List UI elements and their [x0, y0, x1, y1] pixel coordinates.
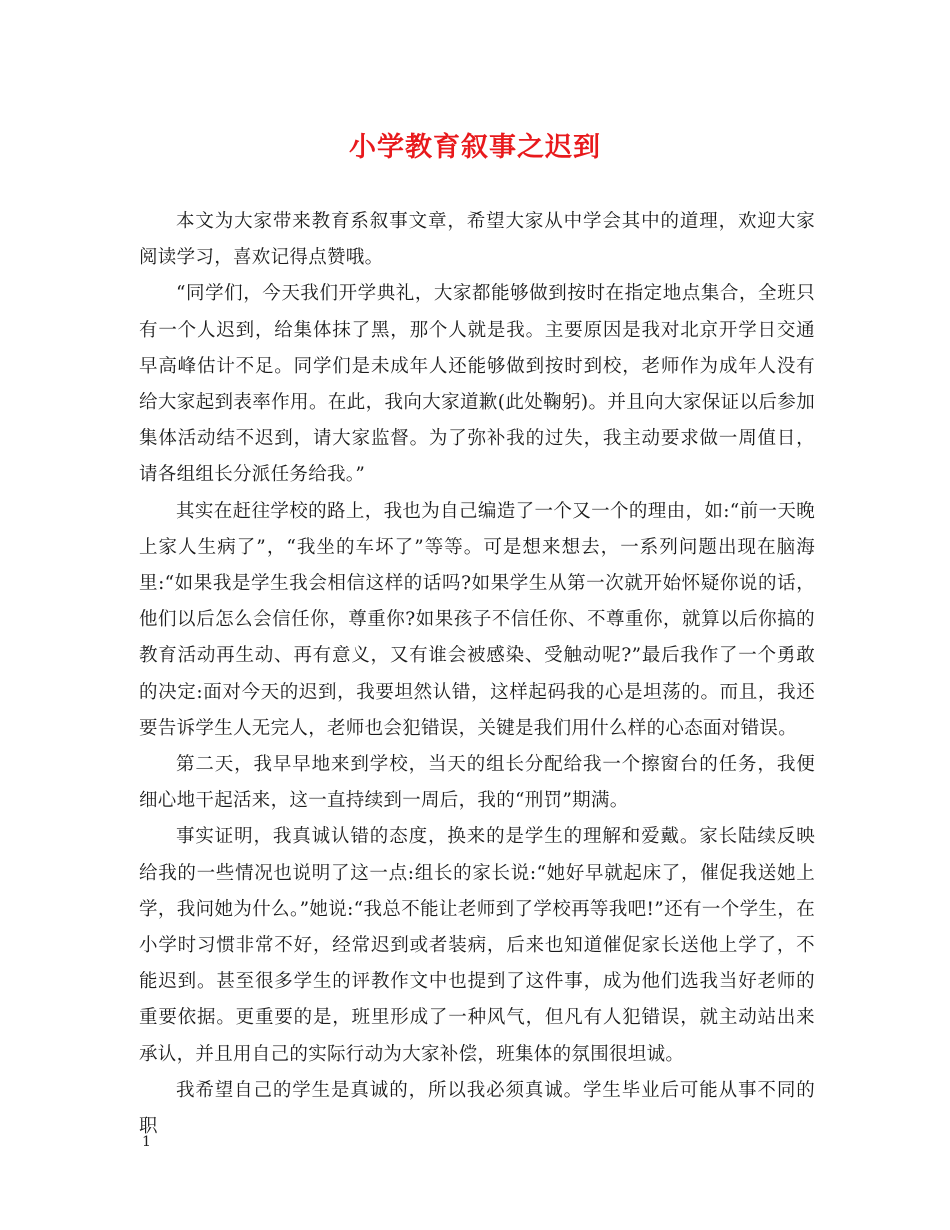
document-title: 小学教育叙事之迟到 — [349, 132, 601, 163]
paragraph-reflection: 其实在赶往学校的路上，我也为自己编造了一个又一个的理由，如:“前一天晚上家人生病了”，“我坐的车坏了”等等。可是想来想去，一系列问题出现在脑海里:“如果我是学生我会相信这样的话吗?如果学生从第一次就开始怀疑你说的话，他们以后怎么会信任你，尊重你?如果孩子不信任你、不尊重你，就算以后你搞的教育活动再生动、再有意义，又有谁会被感染、受触动呢?”最后我作了一个勇敢的决定:面对今天的迟到，我要坦然认错，这样起码我的心是坦荡的。而且，我还要告诉学生人无完人，老师也会犯错误，关键是我们用什么样的心态面对错误。 — [139, 500, 815, 739]
paragraph-result: 事实证明，我真诚认错的态度，换来的是学生的理解和爱戴。家长陆续反映给我的一些情况也说明了这一点:组长的家长说:“她好早就起床了，催促我送她上学，我问她为什么。”她说:“我总不能让老师到了学校再等我吧!”还有一个学生，在小学时习惯非常不好，经常迟到或者装病，后来也知道催促家长送他上学了，不能迟到。甚至很多学生的评教作文中也提到了这件事，成为他们选我当好老师的重要依据。更重要的是，班里形成了一种风气，但凡有人犯错误，就主动站出来承认，并且用自己的实际行动为大家补偿，班集体的氛围很坦诚。 — [139, 826, 815, 1065]
paragraph-conclusion: 我希望自己的学生是真诚的，所以我必须真诚。学生毕业后可能从事不同的职 — [139, 1079, 815, 1138]
document-body — [139, 204, 815, 1145]
page-number: 1 — [142, 1134, 151, 1150]
paragraph-next-day: 第二天，我早早地来到学校，当天的组长分配给我一个擦窗台的任务，我便细心地干起活来，这一直持续到一周后，我的“刑罚”期满。 — [139, 754, 815, 812]
paragraph-speech: “同学们，今天我们开学典礼，大家都能够做到按时在指定地点集合，全班只有一个人迟到，给集体抹了黑，那个人就是我。主要原因是我对北京开学日交通早高峰估计不足。同学们是未成年人还能够做到按时到校，老师作为成年人没有给大家起到表率作用。在此，我向大家道歉(此处鞠躬)。并且向大家保证以后参加集体活动结不迟到，请大家监督。为了弥补我的过失，我主动要求做一周值日，请各组组长分派任务给我。” — [139, 283, 815, 486]
paragraph-intro: 本文为大家带来教育系叙事文章，希望大家从中学会其中的道理，欢迎大家阅读学习，喜欢记得点赞哦。 — [139, 211, 815, 269]
